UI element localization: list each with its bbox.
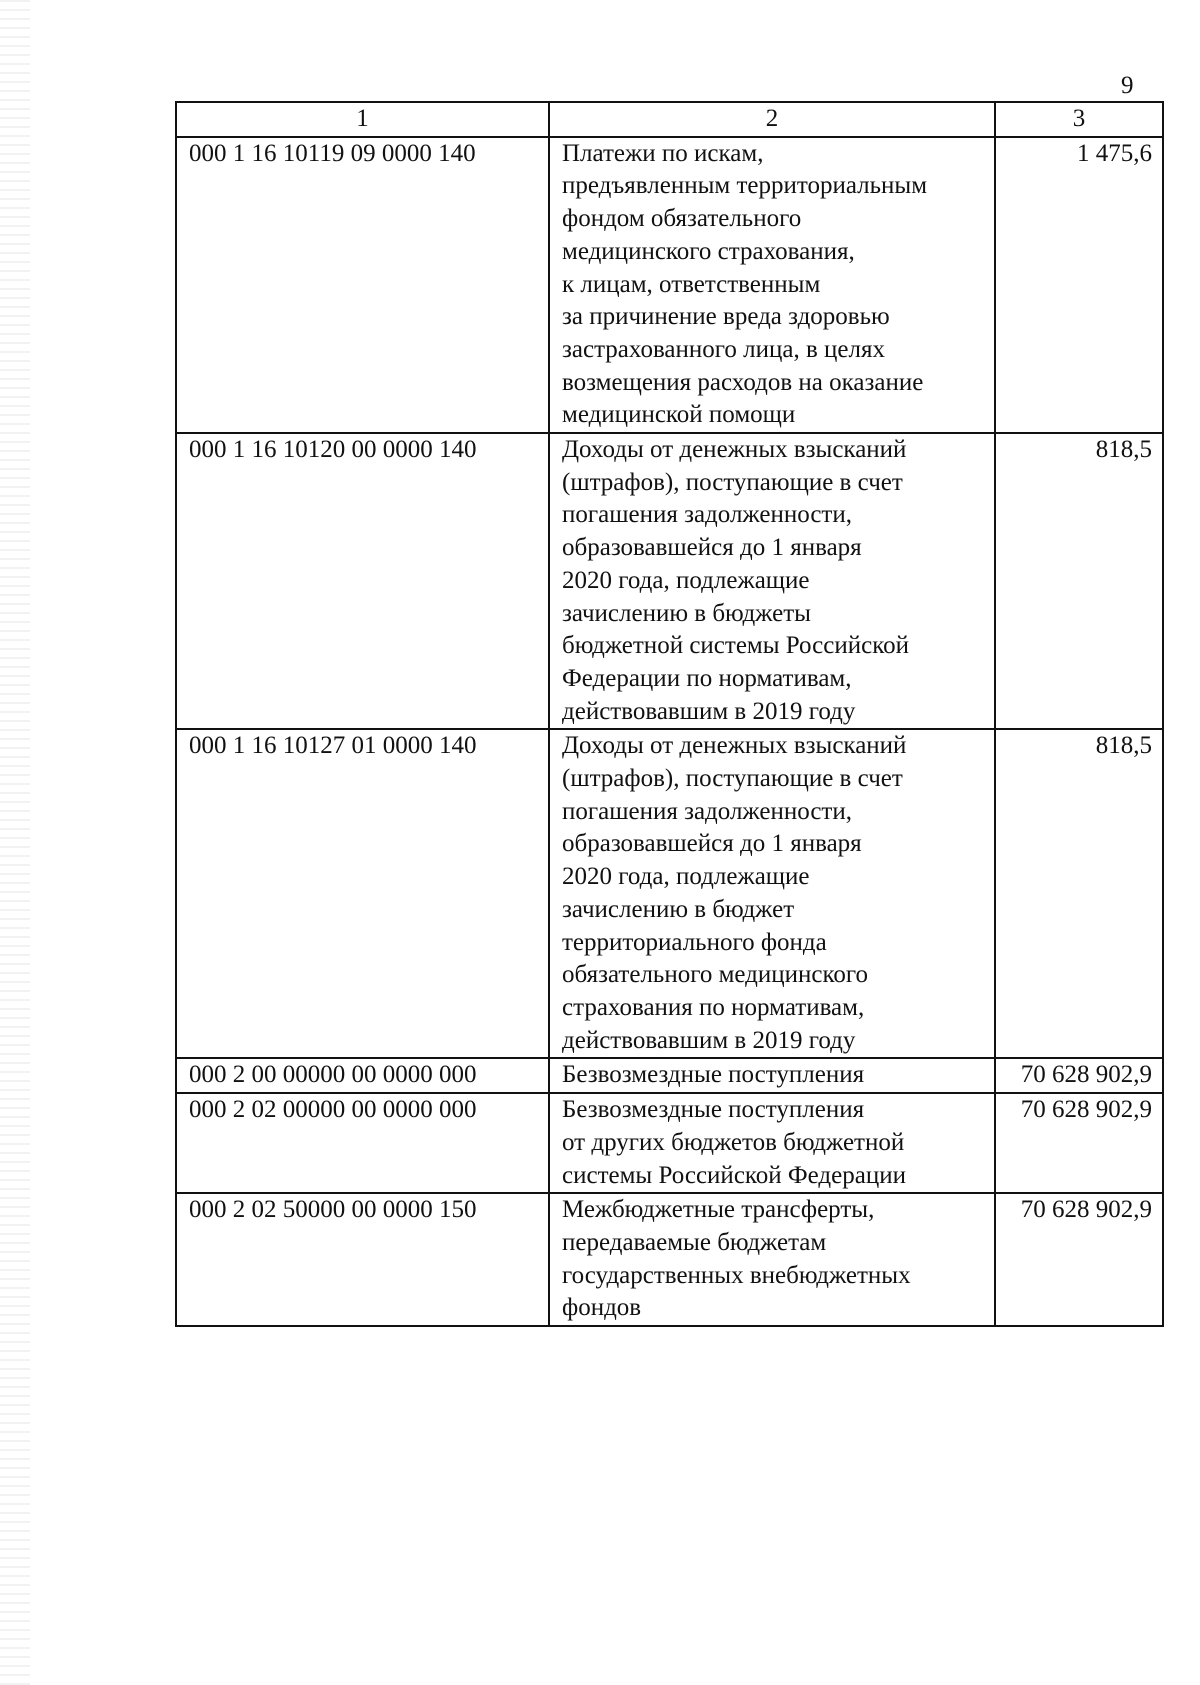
row-amount: 70 628 902,9 xyxy=(995,1093,1163,1193)
row-amount: 818,5 xyxy=(995,729,1163,1058)
table-body xyxy=(176,137,1163,1326)
row-code: 000 2 02 50000 00 0000 150 xyxy=(176,1193,549,1326)
page-number: 9 xyxy=(1121,72,1134,99)
row-code: 000 1 16 10127 01 0000 140 xyxy=(176,729,549,1058)
column-header-code: 1 xyxy=(176,102,549,137)
scan-binding-edge xyxy=(0,0,30,1685)
column-header-description: 2 xyxy=(549,102,995,137)
table-row xyxy=(176,137,1163,433)
row-description: Доходы от денежных взысканий (штрафов), поступающие в счет погашения задолженности, образовавшейся до 1 января 2020 года, подлежащие зачислению в бюджет территориального фонда обязательного медицинского страхования по нормативам, действовавшим в 2019 году xyxy=(549,729,995,1058)
row-code: 000 1 16 10119 09 0000 140 xyxy=(176,137,549,433)
row-amount: 818,5 xyxy=(995,433,1163,729)
table-header xyxy=(176,102,1163,137)
header-row xyxy=(176,102,1163,137)
table-row xyxy=(176,1058,1163,1093)
row-amount: 70 628 902,9 xyxy=(995,1058,1163,1093)
row-code: 000 1 16 10120 00 0000 140 xyxy=(176,433,549,729)
row-description: Межбюджетные трансферты, передаваемые бюджетам государственных внебюджетных фондов xyxy=(549,1193,995,1326)
column-header-amount: 3 xyxy=(995,102,1163,137)
row-description: Доходы от денежных взысканий (штрафов), поступающие в счет погашения задолженности, образовавшейся до 1 января 2020 года, подлежащие зачислению в бюджеты бюджетной системы Российской Федерации по нормативам, действовавшим в 2019 году xyxy=(549,433,995,729)
row-amount: 70 628 902,9 xyxy=(995,1193,1163,1326)
table-row xyxy=(176,433,1163,729)
row-code: 000 2 02 00000 00 0000 000 xyxy=(176,1093,549,1193)
row-description: Безвозмездные поступления от других бюджетов бюджетной системы Российской Федерации xyxy=(549,1093,995,1193)
table-row xyxy=(176,1193,1163,1326)
table-row xyxy=(176,1093,1163,1193)
table-row xyxy=(176,729,1163,1058)
row-code: 000 2 00 00000 00 0000 000 xyxy=(176,1058,549,1093)
row-amount: 1 475,6 xyxy=(995,137,1163,433)
row-description: Платежи по искам, предъявленным территориальным фондом обязательного медицинского страхования, к лицам, ответственным за причинение вреда здоровью застрахованного лица, в целях возмещения расходов на оказание медицинской помощи xyxy=(549,137,995,433)
budget-revenue-table xyxy=(175,101,1164,1327)
row-description: Безвозмездные поступления xyxy=(549,1058,995,1093)
